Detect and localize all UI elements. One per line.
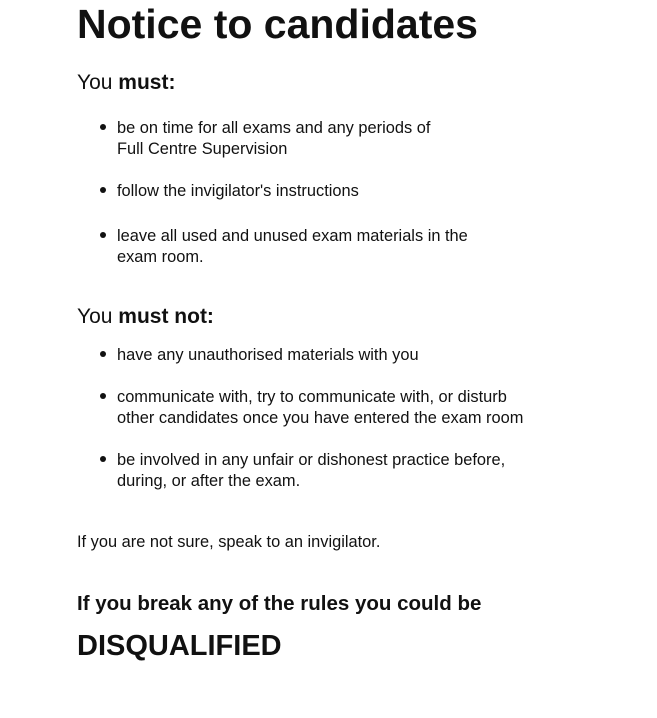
help-note: If you are not sure, speak to an invigilator. [77,533,381,551]
must-not-list [77,345,617,495]
rules-warning: If you break any of the rules you could be [77,592,482,615]
must-not-item-line2: during, or after the exam. [117,472,301,490]
disqualified-label: DISQUALIFIED [77,630,282,662]
must-item-line2: exam room. [117,248,204,266]
must-item-line1: be on time for all exams and any periods of [117,119,431,137]
must-heading [77,70,175,96]
page-title: Notice to candidates [77,1,478,47]
must-not-item-line1: be involved in any unfair or dishonest practice before, [117,451,506,469]
bullet-icon [100,456,106,462]
must-item-line2: Full Centre Supervision [117,140,288,158]
must-item-text [117,181,597,202]
bullet-icon [100,187,106,193]
must-item-text [117,118,597,160]
must-not-item-text [117,450,597,492]
bullet-icon [100,393,106,399]
must-not-heading [77,304,214,330]
must-not-item-line2: other candidates once you have entered the exam room [117,409,524,427]
must-list [77,118,617,278]
must-not-heading-prefix: You [77,305,119,328]
must-item-line1: follow the invigilator's instructions [117,182,359,200]
bullet-icon [100,351,106,357]
must-heading-prefix: You [77,71,119,94]
must-not-item-text [117,387,597,429]
must-item-text [117,226,597,268]
must-not-item-line1: have any unauthorised materials with you [117,346,419,364]
bullet-icon [100,232,106,238]
must-heading-emphasis: must: [118,71,176,94]
bullet-icon [100,124,106,130]
must-not-heading-emphasis: must not: [118,305,214,328]
must-item-line1: leave all used and unused exam materials in the [117,227,468,245]
must-not-item-line1: communicate with, try to communicate with, or disturb [117,388,507,406]
must-not-item-text [117,345,597,366]
